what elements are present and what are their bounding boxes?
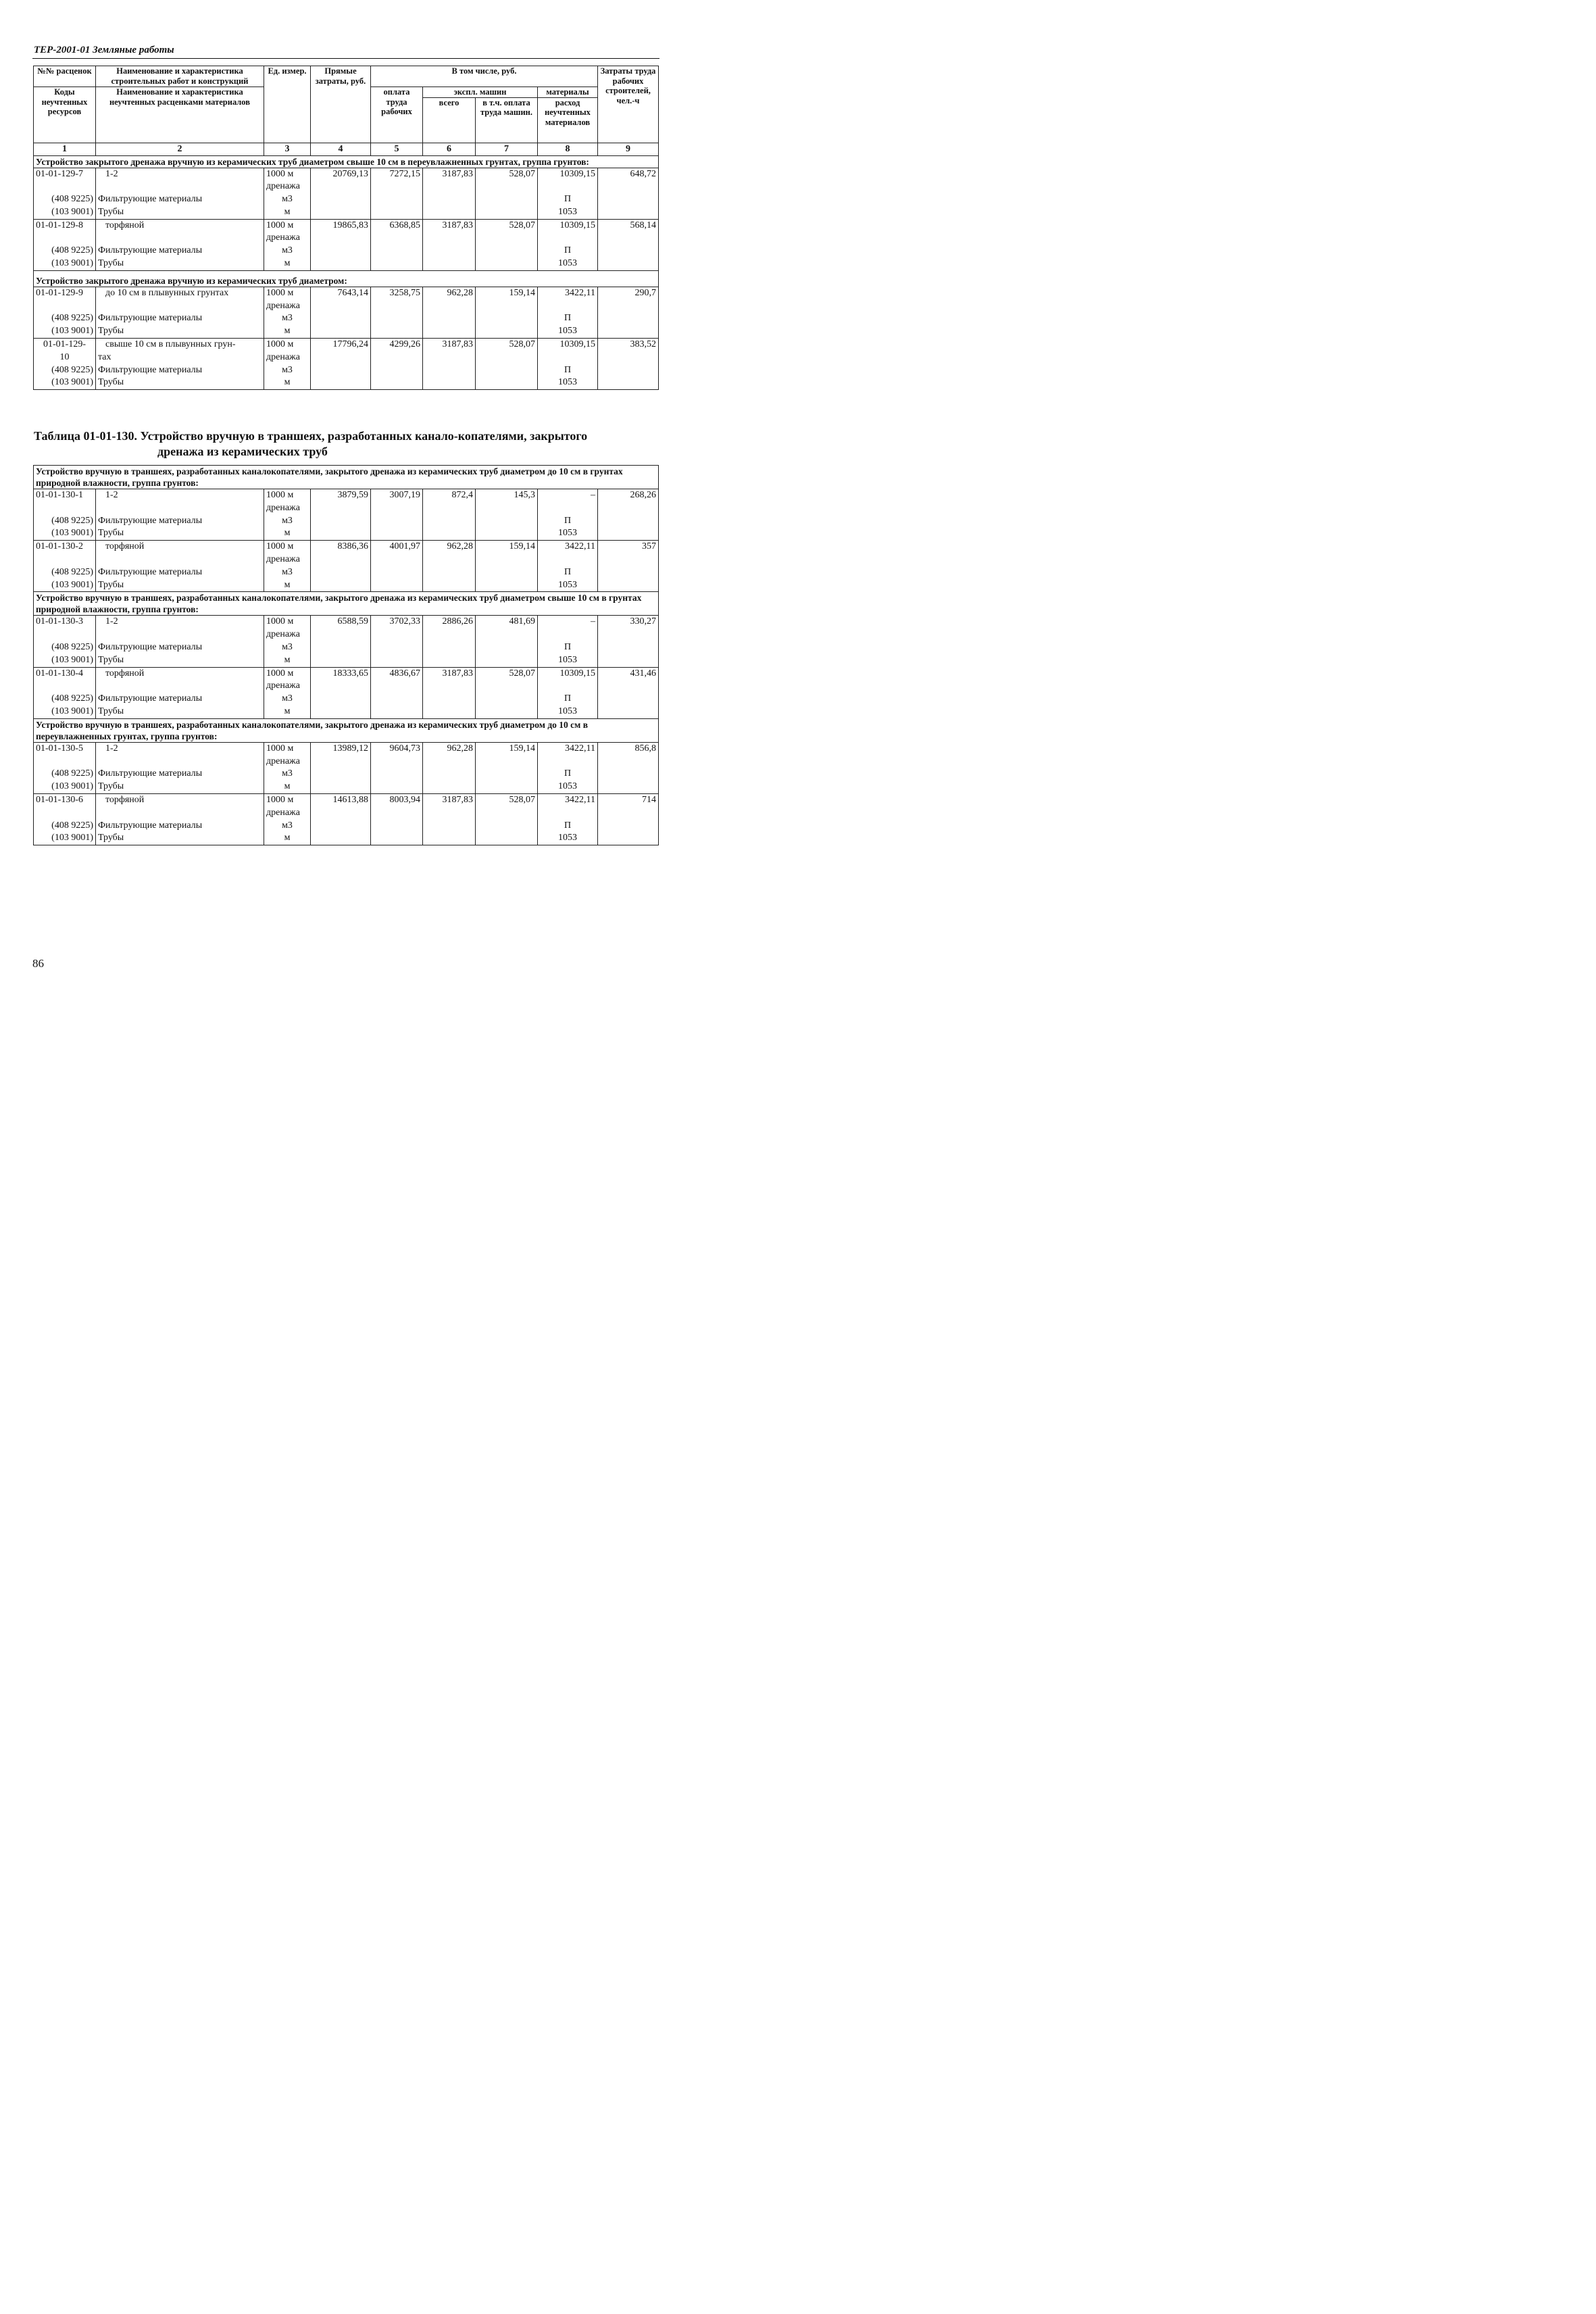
col-number: 1	[34, 143, 96, 155]
resource-unit: м	[264, 579, 311, 592]
col-header-work-name: Наименование и характеристика строительных работ и конструкций	[96, 66, 264, 87]
resource-name: Трубы	[96, 257, 264, 270]
unit-line-2: дренажа	[266, 553, 300, 564]
resource-consumption: 1053	[538, 832, 598, 845]
rate-code: 01-01-130-1	[34, 489, 96, 515]
unit-line-1: 1000 м	[266, 287, 294, 298]
resource-unit: м3	[264, 515, 311, 528]
document-page	[0, 0, 730, 1058]
unit-line-2: дренажа	[266, 807, 300, 818]
work-name: торфяной	[96, 541, 264, 566]
rate-code: 01-01-129-9	[34, 287, 96, 312]
machines-total-value: 962,28	[423, 541, 476, 566]
resource-consumption: П	[538, 768, 598, 781]
machine-labor-value: 528,07	[476, 667, 538, 693]
materials-value: 10309,15	[538, 339, 598, 364]
resource-unit: м	[264, 832, 311, 845]
rate-code	[34, 339, 96, 364]
machines-total-value: 3187,83	[423, 667, 476, 693]
worker-pay-value: 6368,85	[371, 219, 423, 245]
section-heading: Устройство вручную в траншеях, разработанных каналокопателями, закрытого дренажа из керамических труб диаметром до 10 см в грунтах природной влажности, группа грунтов:	[34, 466, 659, 489]
unit	[264, 793, 311, 819]
work-name-line-1: свыше 10 см в плывунных грун-	[105, 339, 236, 350]
unit	[264, 168, 311, 193]
table-title-line-1: Таблица 01-01-130. Устройство вручную в траншеях, разработанных канало-копателями, закрытого	[34, 429, 588, 443]
resource-code: (103 9001)	[34, 579, 96, 592]
direct-costs-value: 19865,83	[311, 219, 371, 245]
resource-consumption: 1053	[538, 579, 598, 592]
worker-pay-value: 7272,15	[371, 168, 423, 193]
worker-pay-value: 3702,33	[371, 616, 423, 641]
resource-consumption: П	[538, 566, 598, 579]
resource-consumption: П	[538, 820, 598, 833]
resource-consumption: П	[538, 193, 598, 206]
labor-hours-value: 357	[598, 541, 659, 566]
col-header-machines-total: всего	[423, 97, 476, 143]
materials-value: 3422,11	[538, 287, 598, 312]
resource-code: (408 9225)	[34, 566, 96, 579]
rate-code-line-1: 01-01-129-	[43, 339, 86, 350]
resource-code: (408 9225)	[34, 768, 96, 781]
section-heading: Устройство вручную в траншеях, разработанных каналокопателями, закрытого дренажа из керамических труб диаметром до 10 см в переувлажненных грунтах, группа грунтов:	[34, 718, 659, 742]
resource-code: (408 9225)	[34, 364, 96, 377]
work-name: торфяной	[96, 793, 264, 819]
resource-name: Фильтрующие материалы	[96, 641, 264, 654]
resource-consumption: 1053	[538, 257, 598, 270]
rate-code: 01-01-130-5	[34, 742, 96, 768]
labor-hours-value: 568,14	[598, 219, 659, 245]
machine-labor-value: 159,14	[476, 742, 538, 768]
worker-pay-value: 3258,75	[371, 287, 423, 312]
unit	[264, 667, 311, 693]
worker-pay-value: 8003,94	[371, 793, 423, 819]
work-name: 1-2	[96, 742, 264, 768]
resource-code: (103 9001)	[34, 206, 96, 219]
materials-value: 3422,11	[538, 793, 598, 819]
resource-unit: м3	[264, 768, 311, 781]
resource-consumption: 1053	[538, 376, 598, 389]
unit-line-2: дренажа	[266, 756, 300, 766]
col-header-direct-costs: Прямые затраты, руб.	[311, 66, 371, 143]
resource-name: Фильтрующие материалы	[96, 193, 264, 206]
unit-line-1: 1000 м	[266, 668, 294, 679]
resource-consumption: 1053	[538, 706, 598, 718]
resource-code: (103 9001)	[34, 527, 96, 540]
unit	[264, 541, 311, 566]
resource-unit: м3	[264, 312, 311, 325]
rates-table-129	[33, 66, 659, 390]
col-number: 7	[476, 143, 538, 155]
col-header-unit: Ед. измер.	[264, 66, 311, 143]
col-header-worker-pay: оплата труда рабочих	[371, 87, 423, 143]
unit	[264, 287, 311, 312]
resource-unit: м	[264, 527, 311, 540]
unit-line-2: дренажа	[266, 351, 300, 362]
work-name: 1-2	[96, 489, 264, 515]
machine-labor-value: 528,07	[476, 219, 538, 245]
col-number: 2	[96, 143, 264, 155]
direct-costs-value: 13989,12	[311, 742, 371, 768]
worker-pay-value: 4299,26	[371, 339, 423, 364]
resource-unit: м	[264, 325, 311, 338]
direct-costs-value: 6588,59	[311, 616, 371, 641]
resource-name: Трубы	[96, 206, 264, 219]
machines-total-value: 3187,83	[423, 339, 476, 364]
rate-code: 01-01-129-7	[34, 168, 96, 193]
resource-name: Фильтрующие материалы	[96, 245, 264, 257]
unit-line-1: 1000 м	[266, 794, 294, 805]
resource-code: (408 9225)	[34, 641, 96, 654]
resource-unit: м	[264, 706, 311, 718]
col-number: 9	[598, 143, 659, 155]
materials-value: –	[538, 489, 598, 515]
section-heading: Устройство закрытого дренажа вручную из керамических труб диаметром свыше 10 см в переувлажненных грунтах, группа грунтов:	[34, 155, 659, 168]
labor-hours-value: 714	[598, 793, 659, 819]
resource-name: Фильтрующие материалы	[96, 515, 264, 528]
resource-unit: м3	[264, 693, 311, 706]
direct-costs-value: 18333,65	[311, 667, 371, 693]
labor-hours-value: 290,7	[598, 287, 659, 312]
work-name: 1-2	[96, 168, 264, 193]
resource-unit: м	[264, 654, 311, 667]
unit-line-1: 1000 м	[266, 541, 294, 552]
resource-unit: м	[264, 257, 311, 270]
labor-hours-value: 431,46	[598, 667, 659, 693]
rates-table-130	[33, 465, 659, 845]
machines-total-value: 962,28	[423, 742, 476, 768]
resource-unit: м	[264, 206, 311, 219]
resource-name: Трубы	[96, 706, 264, 718]
machine-labor-value: 528,07	[476, 339, 538, 364]
resource-code: (408 9225)	[34, 515, 96, 528]
labor-hours-value: 648,72	[598, 168, 659, 193]
page-number: 86	[32, 957, 44, 970]
running-header: ТЕР-2001-01 Земляные работы	[34, 45, 174, 55]
machine-labor-value: 528,07	[476, 793, 538, 819]
resource-unit: м	[264, 376, 311, 389]
resource-unit: м3	[264, 364, 311, 377]
resource-consumption: П	[538, 312, 598, 325]
resource-consumption: П	[538, 641, 598, 654]
materials-value: 3422,11	[538, 541, 598, 566]
resource-code: (103 9001)	[34, 832, 96, 845]
col-header-materials: материалы	[538, 87, 598, 98]
resource-code: (408 9225)	[34, 693, 96, 706]
resource-name: Фильтрующие материалы	[96, 566, 264, 579]
resource-consumption: 1053	[538, 527, 598, 540]
machine-labor-value: 159,14	[476, 541, 538, 566]
unit-line-1: 1000 м	[266, 490, 294, 500]
col-header-rate-number: №№ расценок	[34, 66, 96, 87]
unit-line-1: 1000 м	[266, 220, 294, 230]
direct-costs-value: 3879,59	[311, 489, 371, 515]
machines-total-value: 2886,26	[423, 616, 476, 641]
machine-labor-value: 528,07	[476, 168, 538, 193]
machines-total-value: 3187,83	[423, 219, 476, 245]
work-name	[96, 339, 264, 364]
machine-labor-value: 481,69	[476, 616, 538, 641]
machines-total-value: 3187,83	[423, 168, 476, 193]
unit	[264, 616, 311, 641]
work-name: торфяной	[96, 667, 264, 693]
labor-hours-value: 383,52	[598, 339, 659, 364]
direct-costs-value: 8386,36	[311, 541, 371, 566]
direct-costs-value: 20769,13	[311, 168, 371, 193]
unit	[264, 742, 311, 768]
work-name: торфяной	[96, 219, 264, 245]
unit-line-2: дренажа	[266, 232, 300, 243]
direct-costs-value: 14613,88	[311, 793, 371, 819]
resource-name: Трубы	[96, 654, 264, 667]
resource-name: Трубы	[96, 527, 264, 540]
worker-pay-value: 9604,73	[371, 742, 423, 768]
resource-code: (408 9225)	[34, 245, 96, 257]
resource-code: (103 9001)	[34, 706, 96, 718]
resource-name: Фильтрующие материалы	[96, 768, 264, 781]
resource-consumption: П	[538, 693, 598, 706]
unit-line-1: 1000 м	[266, 168, 294, 179]
resource-code: (103 9001)	[34, 376, 96, 389]
materials-value: –	[538, 616, 598, 641]
materials-value: 10309,15	[538, 168, 598, 193]
resource-name: Трубы	[96, 781, 264, 793]
table-title-line-2: дренажа из керамических труб	[157, 445, 328, 458]
materials-value: 10309,15	[538, 667, 598, 693]
col-header-material-consumption: расход неучтенных материалов	[538, 97, 598, 143]
col-header-machine-labor: в т.ч. оплата труда машин.	[476, 97, 538, 143]
resource-name: Фильтрующие материалы	[96, 312, 264, 325]
col-number: 3	[264, 143, 311, 155]
resource-unit: м3	[264, 641, 311, 654]
work-name: до 10 см в плывунных грунтах	[96, 287, 264, 312]
unit-line-2: дренажа	[266, 681, 300, 691]
unit	[264, 489, 311, 515]
resource-name: Трубы	[96, 832, 264, 845]
col-number: 5	[371, 143, 423, 155]
rate-code: 01-01-130-4	[34, 667, 96, 693]
resource-unit: м3	[264, 193, 311, 206]
machines-total-value: 962,28	[423, 287, 476, 312]
resource-code: (103 9001)	[34, 325, 96, 338]
section-heading: Устройство вручную в траншеях, разработанных каналокопателями, закрытого дренажа из керамических труб диаметром свыше 10 см в грунтах природной влажности, группа грунтов:	[34, 592, 659, 616]
direct-costs-value: 17796,24	[311, 339, 371, 364]
resource-name: Фильтрующие материалы	[96, 820, 264, 833]
rate-code: 01-01-130-3	[34, 616, 96, 641]
resource-unit: м	[264, 781, 311, 793]
section-heading: Устройство закрытого дренажа вручную из керамических труб диаметром:	[34, 270, 659, 287]
resource-consumption: 1053	[538, 781, 598, 793]
unit-line-2: дренажа	[266, 502, 300, 513]
col-header-resource-codes: Коды неучтенных ресурсов	[34, 87, 96, 143]
rate-code-line-2: 10	[59, 351, 70, 362]
resource-code: (408 9225)	[34, 193, 96, 206]
unit	[264, 219, 311, 245]
resource-consumption: 1053	[538, 325, 598, 338]
resource-code: (103 9001)	[34, 781, 96, 793]
unit	[264, 339, 311, 364]
worker-pay-value: 3007,19	[371, 489, 423, 515]
resource-code: (408 9225)	[34, 820, 96, 833]
machine-labor-value: 159,14	[476, 287, 538, 312]
work-name-line-2: тах	[98, 351, 111, 362]
unit-line-2: дренажа	[266, 181, 300, 192]
worker-pay-value: 4836,67	[371, 667, 423, 693]
col-number: 6	[423, 143, 476, 155]
resource-unit: м3	[264, 820, 311, 833]
materials-value: 10309,15	[538, 219, 598, 245]
worker-pay-value: 4001,97	[371, 541, 423, 566]
resource-unit: м3	[264, 566, 311, 579]
col-number: 8	[538, 143, 598, 155]
col-number: 4	[311, 143, 371, 155]
unit-line-2: дренажа	[266, 629, 300, 640]
table-title	[34, 428, 662, 460]
unit-line-1: 1000 м	[266, 339, 294, 350]
unit-line-2: дренажа	[266, 300, 300, 311]
labor-hours-value: 330,27	[598, 616, 659, 641]
resource-consumption: 1053	[538, 206, 598, 219]
resource-consumption: П	[538, 245, 598, 257]
resource-consumption: П	[538, 515, 598, 528]
resource-name: Трубы	[96, 325, 264, 338]
labor-hours-value: 856,8	[598, 742, 659, 768]
unit-line-1: 1000 м	[266, 616, 294, 627]
resource-name: Фильтрующие материалы	[96, 364, 264, 377]
machines-total-value: 3187,83	[423, 793, 476, 819]
header-rule	[32, 58, 659, 59]
col-header-including: В том числе, руб.	[371, 66, 598, 87]
machines-total-value: 872,4	[423, 489, 476, 515]
col-header-machines: экспл. машин	[423, 87, 538, 98]
resource-name: Трубы	[96, 376, 264, 389]
rate-code: 01-01-129-8	[34, 219, 96, 245]
work-name: 1-2	[96, 616, 264, 641]
materials-value: 3422,11	[538, 742, 598, 768]
resource-name: Трубы	[96, 579, 264, 592]
unit-line-1: 1000 м	[266, 743, 294, 754]
resource-consumption: 1053	[538, 654, 598, 667]
resource-code: (103 9001)	[34, 654, 96, 667]
resource-unit: м3	[264, 245, 311, 257]
resource-consumption: П	[538, 364, 598, 377]
rate-code: 01-01-130-2	[34, 541, 96, 566]
resource-name: Фильтрующие материалы	[96, 693, 264, 706]
col-header-labor-hours: Затраты труда рабочих строителей, чел.-ч	[598, 66, 659, 143]
machine-labor-value: 145,3	[476, 489, 538, 515]
resource-code: (408 9225)	[34, 312, 96, 325]
rate-code: 01-01-130-6	[34, 793, 96, 819]
resource-code: (103 9001)	[34, 257, 96, 270]
col-header-material-name: Наименование и характеристика неучтенных расценками материалов	[96, 87, 264, 143]
direct-costs-value: 7643,14	[311, 287, 371, 312]
labor-hours-value: 268,26	[598, 489, 659, 515]
